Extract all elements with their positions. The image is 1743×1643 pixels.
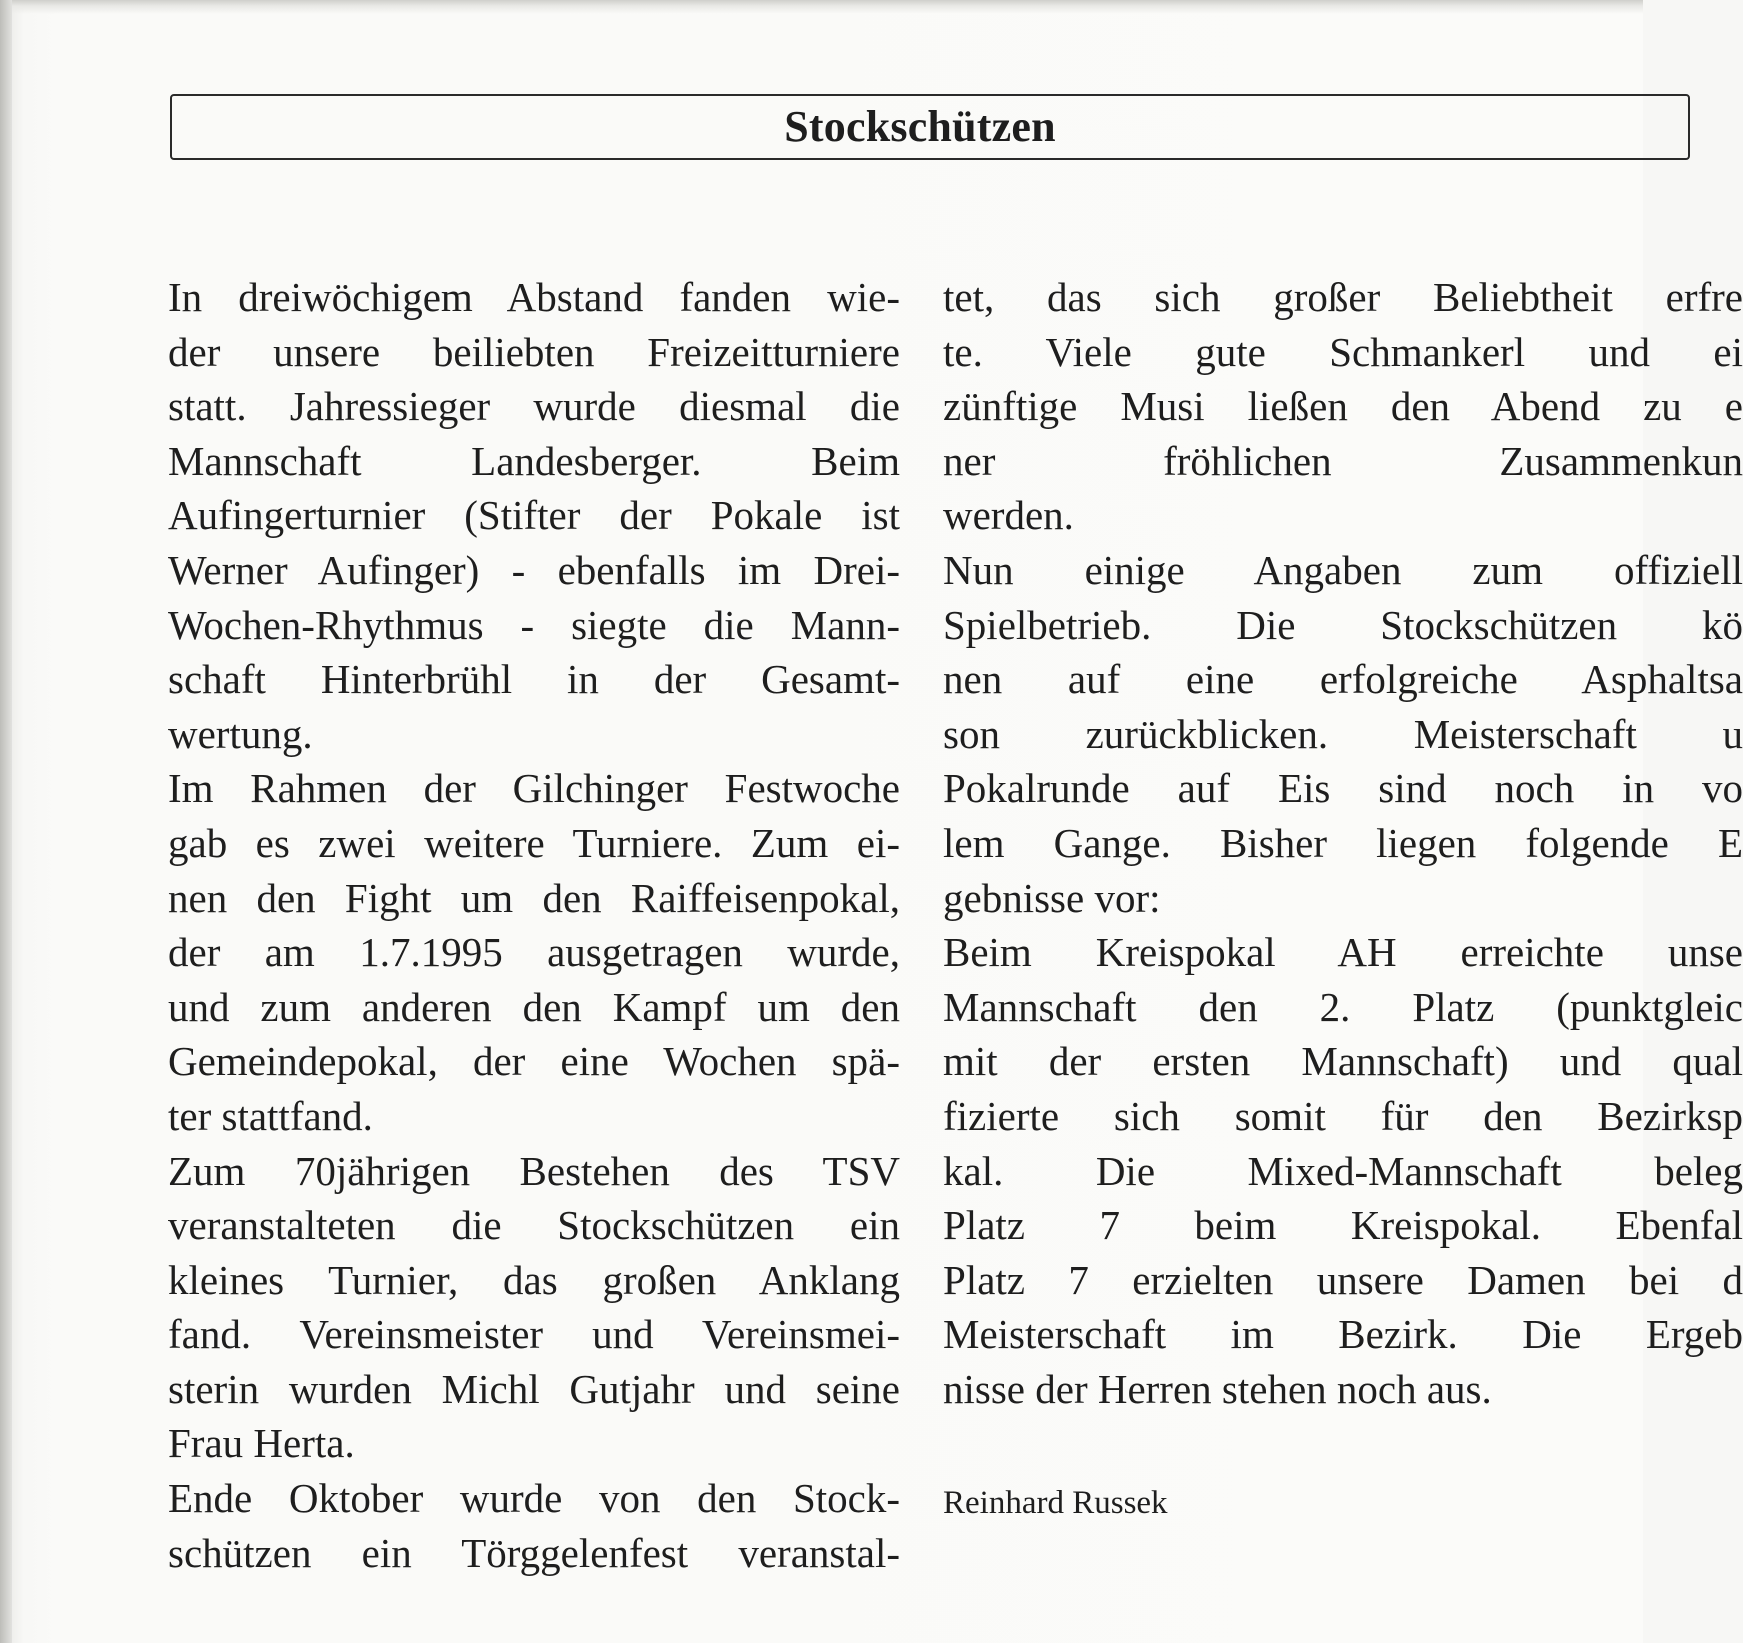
text-line: kleines Turnier, das großen Anklang — [168, 1256, 900, 1303]
text-line: Aufingerturnier (Stifter der Pokale ist — [168, 492, 900, 539]
text-line: Mannschaft den 2. Platz (punktgleic — [943, 983, 1743, 1030]
text-line: Mannschaft Landesberger. Beim — [168, 437, 900, 484]
text-line: Meisterschaft im Bezirk. Die Ergeb — [943, 1311, 1743, 1358]
text-line: Platz 7 erzielten unsere Damen bei d — [943, 1256, 1743, 1303]
article-right-column — [943, 270, 1743, 1416]
text-line: zünftige Musi ließen den Abend zu e — [943, 383, 1743, 430]
text-line: schützen ein Törggelenfest veranstal- — [168, 1529, 900, 1576]
text-line: fand. Vereinsmeister und Vereinsmei- — [168, 1311, 900, 1358]
text-line: sterin wurden Michl Gutjahr und seine — [168, 1365, 900, 1412]
text-line: werden. — [943, 492, 1074, 539]
section-title: Stockschützen — [784, 102, 1056, 151]
text-line: der am 1.7.1995 ausgetragen wurde, — [168, 929, 900, 976]
text-line: fizierte sich somit für den Bezirksp — [943, 1092, 1743, 1139]
text-line: Gemeindepokal, der eine Wochen spä- — [168, 1038, 900, 1085]
text-line: ner fröhlichen Zusammenkun — [943, 437, 1743, 484]
text-line: schaft Hinterbrühl in der Gesamt- — [168, 656, 900, 703]
text-line: Nun einige Angaben zum offiziell — [943, 546, 1743, 593]
text-line: Wochen-Rhythmus - siegte die Mann- — [168, 601, 900, 648]
text-line: gab es zwei weitere Turniere. Zum ei- — [168, 819, 900, 866]
text-line: wertung. — [168, 710, 313, 757]
text-line: Frau Herta. — [168, 1420, 355, 1467]
text-line: mit der ersten Mannschaft) und qual — [943, 1038, 1743, 1085]
text-line: der unsere beiliebten Freizeitturniere — [168, 328, 900, 375]
text-line: Platz 7 beim Kreispokal. Ebenfal — [943, 1202, 1743, 1249]
text-line: nen den Fight um den Raiffeisenpokal, — [168, 874, 900, 921]
text-line: Zum 70jährigen Bestehen des TSV — [168, 1147, 900, 1194]
text-line: nisse der Herren stehen noch aus. — [943, 1365, 1492, 1412]
text-line: Spielbetrieb. Die Stockschützen kö — [943, 601, 1743, 648]
text-line: ter stattfand. — [168, 1092, 373, 1139]
text-line: kal. Die Mixed-Mannschaft beleg — [943, 1147, 1743, 1194]
text-line: Ende Oktober wurde von den Stock- — [168, 1475, 900, 1522]
text-line: und zum anderen den Kampf um den — [168, 983, 900, 1030]
article-left-column — [168, 270, 900, 1580]
text-line: Pokalrunde auf Eis sind noch in vo — [943, 765, 1743, 812]
text-line: Beim Kreispokal AH erreichte unse — [943, 929, 1743, 976]
text-line: Im Rahmen der Gilchinger Festwoche — [168, 765, 900, 812]
text-line: lem Gange. Bisher liegen folgende E — [943, 819, 1743, 866]
text-line: tet, das sich großer Beliebtheit erfre — [943, 274, 1743, 320]
text-line: veranstalteten die Stockschützen ein — [168, 1202, 900, 1249]
text-line: son zurückblicken. Meisterschaft u — [943, 710, 1743, 757]
page-binding-edge — [0, 0, 12, 1643]
text-line: Werner Aufinger) - ebenfalls im Drei- — [168, 546, 900, 593]
text-line: nen auf eine erfolgreiche Asphaltsa — [943, 656, 1743, 703]
text-line: statt. Jahressieger wurde diesmal die — [168, 383, 900, 430]
author-signature: Reinhard Russek — [943, 1485, 1168, 1521]
page-top-shadow — [0, 0, 1643, 14]
text-line: In dreiwöchigem Abstand fanden wie- — [168, 274, 900, 320]
text-line: gebnisse vor: — [943, 874, 1161, 921]
text-line: te. Viele gute Schmankerl und ei — [943, 328, 1743, 375]
